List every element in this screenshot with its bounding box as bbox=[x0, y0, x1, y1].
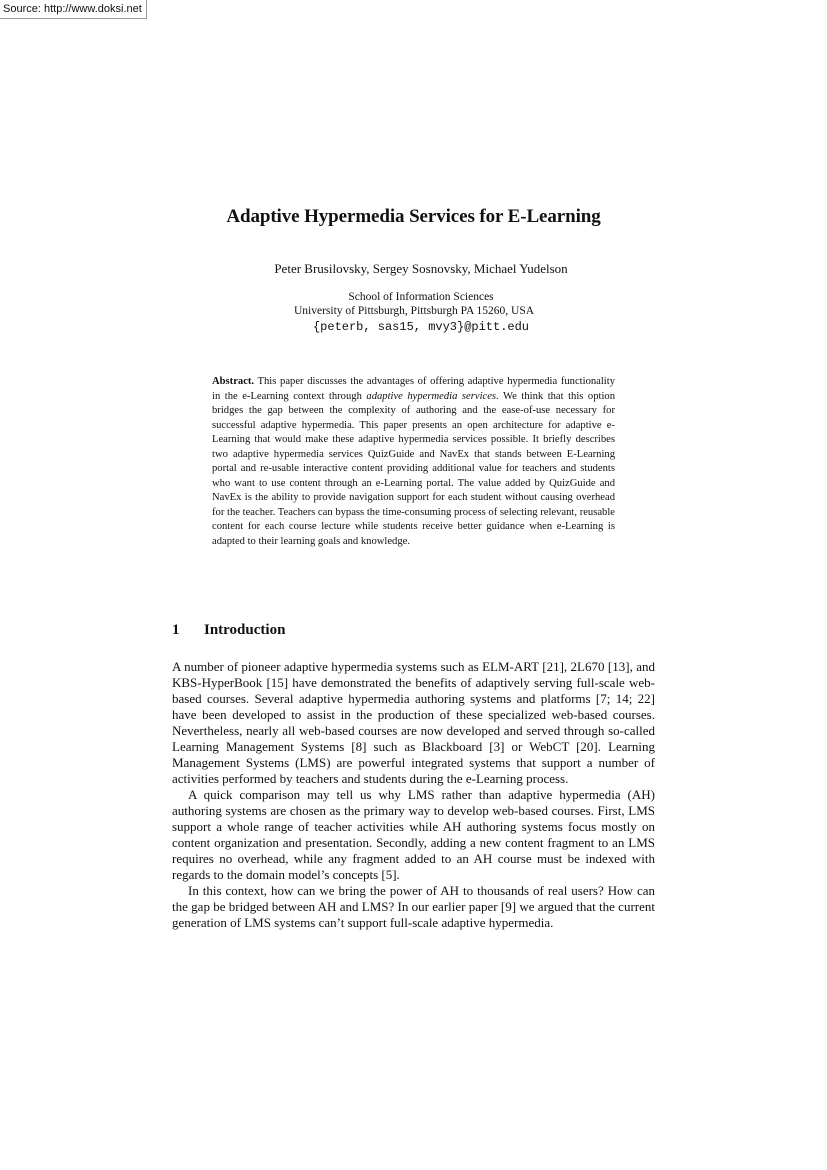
body-paragraph: In this context, how can we bring the power of AH to thousands of real users? How can the gap be bridged between AH and LMS? In our earlier paper [9] we argued that the current generation of LMS systems can’t support full-scale adaptive hypermedia. bbox=[172, 883, 655, 930]
source-label: Source: http://www.doksi.net bbox=[0, 0, 147, 19]
affiliation-school: School of Information Sciences bbox=[348, 291, 494, 303]
abstract bbox=[212, 375, 615, 549]
paper-authors: Peter Brusilovsky, Sergey Sosnovsky, Michael Yudelson bbox=[274, 261, 568, 276]
abstract-text-end: . We think that this option bridges the gap between the complexity of authoring and the ease-of-use necessary for successful adaptive hypermedia. This paper presents an open architecture for adaptive e-Learning that would make these adaptive hypermedia services possible. It briefly describes two adaptive hypermedia services QuizGuide and NavEx that stands between E-Learning portal and re-usable interactive content providing additional value for teachers and students who want to use content through an e-Learning portal. The value added by QuizGuide and NavEx is the ability to provide navigation support for each student without causing overhead for the teacher. Teachers can bypass the time-consuming process of selecting relevant, reusable content for each course lecture while students receive better guidance when e-Learning is adapted to their learning goals and knowledge. bbox=[212, 390, 615, 547]
section-body bbox=[172, 659, 655, 931]
affiliation-university: University of Pittsburgh, Pittsburgh PA 15260, USA bbox=[293, 305, 535, 317]
section-number: 1 bbox=[172, 622, 180, 638]
author-emails: {peterb, sas15, mvy3}@pitt.edu bbox=[312, 320, 530, 334]
paper-title: Adaptive Hypermedia Services for E-Learning bbox=[226, 206, 601, 227]
abstract-emphasis: adaptive hypermedia services bbox=[366, 390, 497, 402]
abstract-label: Abstract. bbox=[212, 376, 255, 387]
body-paragraph: A number of pioneer adaptive hypermedia systems such as ELM-ART [21], 2L670 [13], and KBS-HyperBook [15] have demonstrated the benefits of adaptively serving full-scale web-based courses. Several adaptive hypermedia authoring systems and platforms [7; 14; 22] have been developed to assist in the production of these specialized web-based courses. Nevertheless, nearly all web-based courses are now developed and served through so-called Learning Management Systems [8] such as Blackboard [3] or WebCT [20]. Learning Management Systems (LMS) are powerful integrated systems that support a number of activities performed by teachers and students during the e-Learning process. bbox=[172, 659, 655, 786]
section-heading bbox=[172, 622, 285, 639]
abstract-text-start: This paper discusses the advantages of offering adaptive hypermedia functionality in the e-Learning context through bbox=[212, 376, 615, 402]
body-paragraph: A quick comparison may tell us why LMS rather than adaptive hypermedia (AH) authoring systems are chosen as the primary way to develop web-based courses. First, LMS support a whole range of teacher activities while AH authoring systems focus mostly on content organization and presentation. Secondly, adding a new content fragment to an LMS requires no overhead, while any fragment added to an AH course must be indexed with regards to the domain model’s concepts [5]. bbox=[172, 787, 655, 882]
section-title: Introduction bbox=[204, 622, 286, 638]
